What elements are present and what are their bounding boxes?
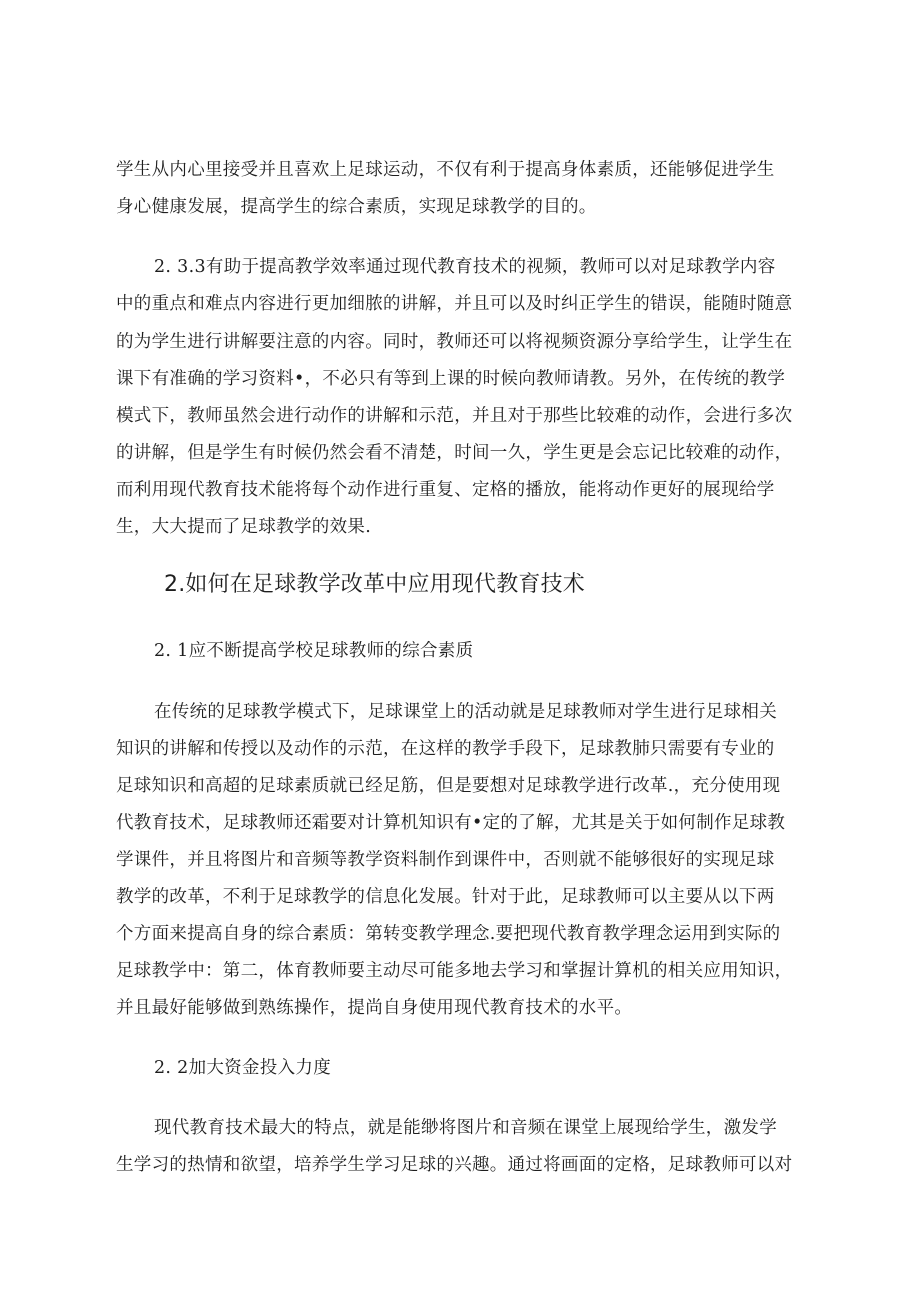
paragraph-4-line-2: 生学习的热情和欲望，培养学生学习足球的兴趣。通过将画面的定格，足球教师可以对 bbox=[116, 1155, 793, 1175]
paragraph-3-line-1: 在传统的足球教学模式下，足球课堂上的活动就是足球教师对学生进行足球相关 bbox=[154, 702, 777, 722]
paragraph-3-line-3: 足球知识和高超的足球素质就已经足筋，但是要想对足球教学进行改革.，充分使用现 bbox=[116, 776, 781, 796]
paragraph-1-line-1: 学生从内心里接受并且喜欢上足球运动，不仅有利于提高身体素质，还能够促进学生 bbox=[116, 160, 775, 180]
paragraph-1-line-2: 身心健康发展，提高学生的综合素质，实现足球教学的目的。 bbox=[116, 197, 597, 217]
paragraph-4-line-1: 现代教育技术最大的特点，就是能缈将图片和音频在课堂上展现给学生，激发学 bbox=[154, 1118, 777, 1138]
paragraph-3-line-9: 并且最好能够做到熟练操作，提尚自身使用现代教育技术的水平。 bbox=[116, 998, 633, 1018]
paragraph-2-line-2: 中的重点和难点内容进行更加细脓的讲解，并且可以及时纠正学生的错误，能随时随意 bbox=[116, 294, 793, 314]
paragraph-3-line-4: 代教育技术，足球教师还霜要对计算机知识有•定的了解，尤其是关于如何制作足球教 bbox=[116, 813, 786, 833]
paragraph-3-line-2: 知识的讲解和传授以及动作的示范，在这样的教学手段下，足球教肺只需要有专业的 bbox=[116, 739, 775, 759]
paragraph-2-line-4: 课下有准确的学习资料•，不必只有等到上课的时候向教师请教。另外，在传统的教学 bbox=[116, 369, 786, 389]
section-heading: 2.如何在足球教学改革中应用现代教育技术 bbox=[164, 572, 585, 597]
paragraph-2-line-8: 生，大大提而了足球教学的效果. bbox=[116, 517, 372, 537]
paragraph-3-line-6: 教学的改革，不利于足球教学的信息化发展。针对于此，足球教师可以主要从以下两 bbox=[116, 887, 775, 907]
subheading-2-2: 2. 2加大资金投入力度 bbox=[154, 1058, 331, 1078]
subheading-2-1: 2. 1应不断提高学校足球教师的综合素质 bbox=[154, 641, 474, 661]
paragraph-2-line-1: 2. 3.3有助于提高教学效率通过现代教育技术的视频，教师可以对足球教学内容 bbox=[154, 257, 776, 277]
paragraph-3-line-5: 学课件，并且将图片和音频等教学资料制作到课件中，否则就不能够很好的实现足球 bbox=[116, 850, 775, 870]
paragraph-2-line-5: 模式下，教师虽然会进行动作的讲解和示范，并且对于那些比较难的动作，会进行多次 bbox=[116, 406, 793, 426]
paragraph-3-line-7: 个方面来提高自身的综合素质：第转变教学理念.要把现代教育教学理念运用到实际的 bbox=[116, 924, 781, 944]
paragraph-3-line-8: 足球教学中：第二，体育教师要主动尽可能多地去学习和掌握计算机的相关应用知识， bbox=[116, 961, 793, 981]
paragraph-2-line-7: 而利用现代教育技术能将每个动作进行重复、定格的播放，能将动作更好的展现给学 bbox=[116, 480, 775, 500]
paragraph-2-line-6: 的讲解，但是学生有时候仍然会看不清楚，时间一久，学生更是会忘记比较难的动作， bbox=[116, 443, 793, 463]
paragraph-2-line-3: 的为学生进行讲解要注意的内容。同时，教师还可以将视频资源分享给学生，让学生在 bbox=[116, 332, 793, 352]
